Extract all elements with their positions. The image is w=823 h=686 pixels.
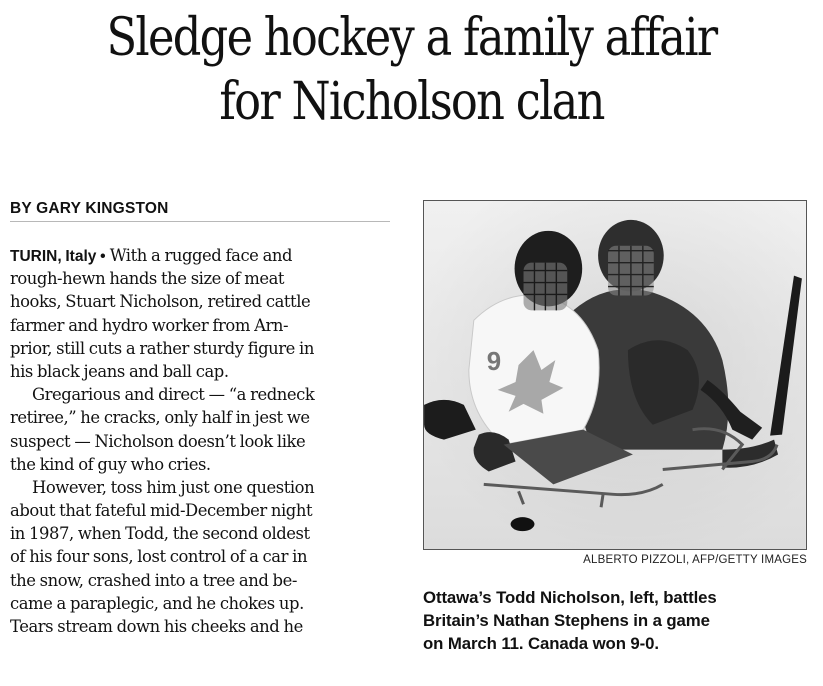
- body-line: the kind of guy who cries.: [10, 454, 211, 474]
- caption-line: on March 11. Canada won 9-0.: [423, 634, 659, 653]
- body-line: in 1987, when Todd, the second oldest: [10, 524, 310, 544]
- body-line: came a paraplegic, and he chokes up.: [10, 593, 304, 613]
- body-line: his black jeans and ball cap.: [10, 361, 229, 381]
- body-line: hooks, Stuart Nicholson, retired cattle: [10, 292, 311, 312]
- body-line: suspect — Nicholson doesn’t look like: [10, 431, 306, 451]
- body-line: TURIN, Italy • With a rugged face and: [10, 246, 293, 265]
- body-line: prior, still cuts a rather sturdy figure in: [10, 338, 314, 358]
- sledge-hockey-photo: [423, 200, 807, 550]
- body-line: farmer and hydro worker from Arn-: [10, 315, 289, 335]
- photo-caption: [423, 586, 807, 655]
- headline: [58, 6, 766, 134]
- photo-illustration: [424, 201, 806, 549]
- body-line: retiree,” he cracks, only half in jest we: [10, 408, 310, 428]
- photo-credit: ALBERTO PIZZOLI, AFP/GETTY IMAGES: [583, 554, 807, 566]
- body-line: Tears stream down his cheeks and he: [10, 617, 303, 636]
- body-line: rough-hewn hands the size of meat: [10, 269, 285, 289]
- article-body: [10, 244, 392, 638]
- body-line: of his four sons, lost control of a car in: [10, 547, 308, 567]
- body-line: the snow, crashed into a tree and be-: [10, 570, 297, 590]
- dateline: TURIN, Italy •: [10, 248, 106, 265]
- body-line: However, toss him just one question: [32, 477, 315, 497]
- puck: [511, 517, 535, 531]
- headline-line-1: Sledge hockey a family affair: [106, 8, 717, 68]
- body-line: Gregarious and direct — “a redneck: [32, 385, 315, 405]
- byline: BY GARY KINGSTON: [10, 200, 390, 222]
- jersey-number: 9: [486, 348, 502, 377]
- caption-line: Ottawa’s Todd Nicholson, left, battles: [423, 588, 717, 607]
- caption-line: Britain’s Nathan Stephens in a game: [423, 611, 710, 630]
- body-line: about that fateful mid-December night: [10, 501, 313, 521]
- headline-line-2: for Nicholson clan: [219, 72, 604, 132]
